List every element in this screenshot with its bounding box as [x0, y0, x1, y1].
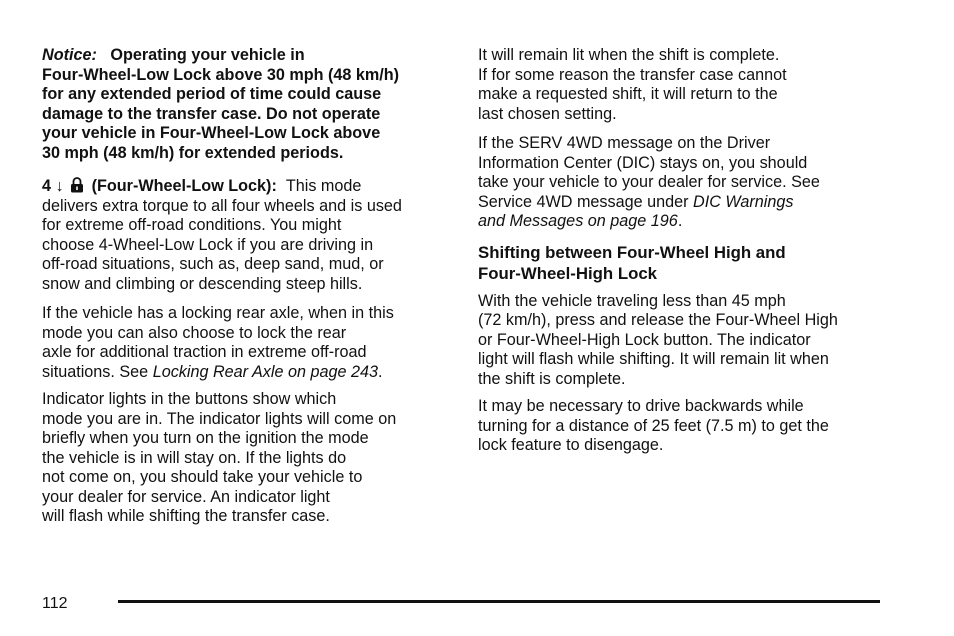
notice-line: your vehicle in Four-Wheel-Low Lock above — [42, 124, 381, 142]
indicator-line: will flash while shifting the transfer case. — [42, 507, 330, 525]
notice-line: 30 mph (48 km/h) for extended periods. — [42, 143, 344, 162]
notice-line: for any extended period of time could cause — [42, 85, 382, 103]
indicator-line: your dealer for service. An indicator light — [42, 487, 330, 506]
right-column — [478, 46, 888, 466]
lock-icon — [70, 177, 84, 193]
low-lock-symbol: 4 ↓ — [42, 177, 64, 195]
serv-4wd-line: If the SERV 4WD message on the Driver — [478, 134, 771, 152]
serv-4wd-line — [478, 212, 888, 232]
rear-axle-suffix: . — [377, 362, 383, 381]
low-lock-line: snow and climbing or descending steep hills. — [42, 274, 363, 293]
notice-text: Operating your vehicle in — [110, 46, 305, 64]
shifting-paragraph — [478, 292, 888, 390]
indicator-line: not come on, you should take your vehicle to — [42, 468, 363, 486]
remain-lit-paragraph — [478, 46, 888, 124]
notice-paragraph — [42, 46, 454, 163]
section-heading-line: Shifting between Four-Wheel High and — [478, 242, 786, 262]
serv-4wd-suffix: . — [677, 212, 683, 230]
remain-lit-line: It will remain lit when the shift is complete. — [478, 46, 780, 64]
serv-4wd-line: Information Center (DIC) stays on, you should — [478, 153, 808, 172]
rear-axle-line — [42, 363, 454, 383]
remain-lit-line: If for some reason the transfer case cannot — [478, 65, 787, 84]
rear-axle-line: mode you can also choose to lock the rear — [42, 323, 347, 342]
low-lock-line: choose 4-Wheel-Low Lock if you are driving in — [42, 235, 374, 254]
notice-label: Notice: — [42, 46, 97, 64]
shifting-line: With the vehicle traveling less than 45 mph — [478, 291, 786, 310]
low-lock-title: (Four-Wheel-Low Lock): — [91, 177, 277, 195]
rear-axle-reference: Locking Rear Axle on page 243 — [152, 362, 378, 381]
section-heading — [478, 242, 888, 284]
rear-axle-prefix: situations. See — [42, 362, 153, 381]
low-lock-first-line — [42, 177, 454, 197]
remain-lit-line: last chosen setting. — [478, 104, 617, 123]
low-lock-line: off-road situations, such as, deep sand, mud, or — [42, 255, 384, 273]
dic-messages-reference: and Messages on page 196 — [478, 212, 678, 230]
rear-axle-line: If the vehicle has a locking rear axle, when in this — [42, 304, 394, 322]
dic-warnings-reference: DIC Warnings — [693, 192, 794, 211]
rear-axle-paragraph — [42, 304, 454, 382]
section-heading-line: Four-Wheel-High Lock — [478, 263, 657, 283]
indicator-line: the vehicle is in will stay on. If the lights do — [42, 448, 347, 467]
low-lock-line: for extreme off-road conditions. You might — [42, 216, 342, 234]
notice-line: damage to the transfer case. Do not operate — [42, 104, 381, 123]
indicator-paragraph — [42, 390, 454, 527]
backwards-line: It may be necessary to drive backwards while — [478, 397, 804, 415]
serv-4wd-line: take your vehicle to your dealer for service. See — [478, 173, 820, 191]
remain-lit-line: make a requested shift, it will return to the — [478, 85, 778, 103]
left-column — [42, 46, 454, 537]
notice-line — [42, 46, 454, 66]
low-lock-text: This mode — [285, 177, 362, 195]
low-lock-paragraph — [42, 177, 454, 294]
shifting-line: (72 km/h), press and release the Four-Wheel High — [478, 311, 838, 329]
backwards-line: turning for a distance of 25 feet (7.5 m) to get the — [478, 416, 829, 435]
serv-4wd-line — [478, 193, 888, 213]
notice-line: Four-Wheel-Low Lock above 30 mph (48 km/h) — [42, 65, 400, 84]
rear-axle-line: axle for additional traction in extreme off-road — [42, 343, 367, 361]
backwards-paragraph — [478, 397, 888, 456]
indicator-line: Indicator lights in the buttons show which — [42, 390, 337, 408]
shifting-line: the shift is complete. — [478, 369, 626, 388]
backwards-line: lock feature to disengage. — [478, 436, 664, 454]
indicator-line: briefly when you turn on the ignition the mode — [42, 429, 369, 447]
low-lock-line: delivers extra torque to all four wheels and is used — [42, 196, 402, 215]
shifting-line: light will flash while shifting. It will remain lit when — [478, 350, 829, 368]
shifting-line: or Four-Wheel-High Lock button. The indicator — [478, 330, 811, 349]
page-number: 112 — [42, 595, 68, 612]
footer-rule — [118, 600, 880, 603]
serv-4wd-paragraph — [478, 134, 888, 232]
indicator-line: mode you are in. The indicator lights will come on — [42, 409, 397, 428]
serv-4wd-prefix: Service 4WD message under — [478, 192, 694, 211]
